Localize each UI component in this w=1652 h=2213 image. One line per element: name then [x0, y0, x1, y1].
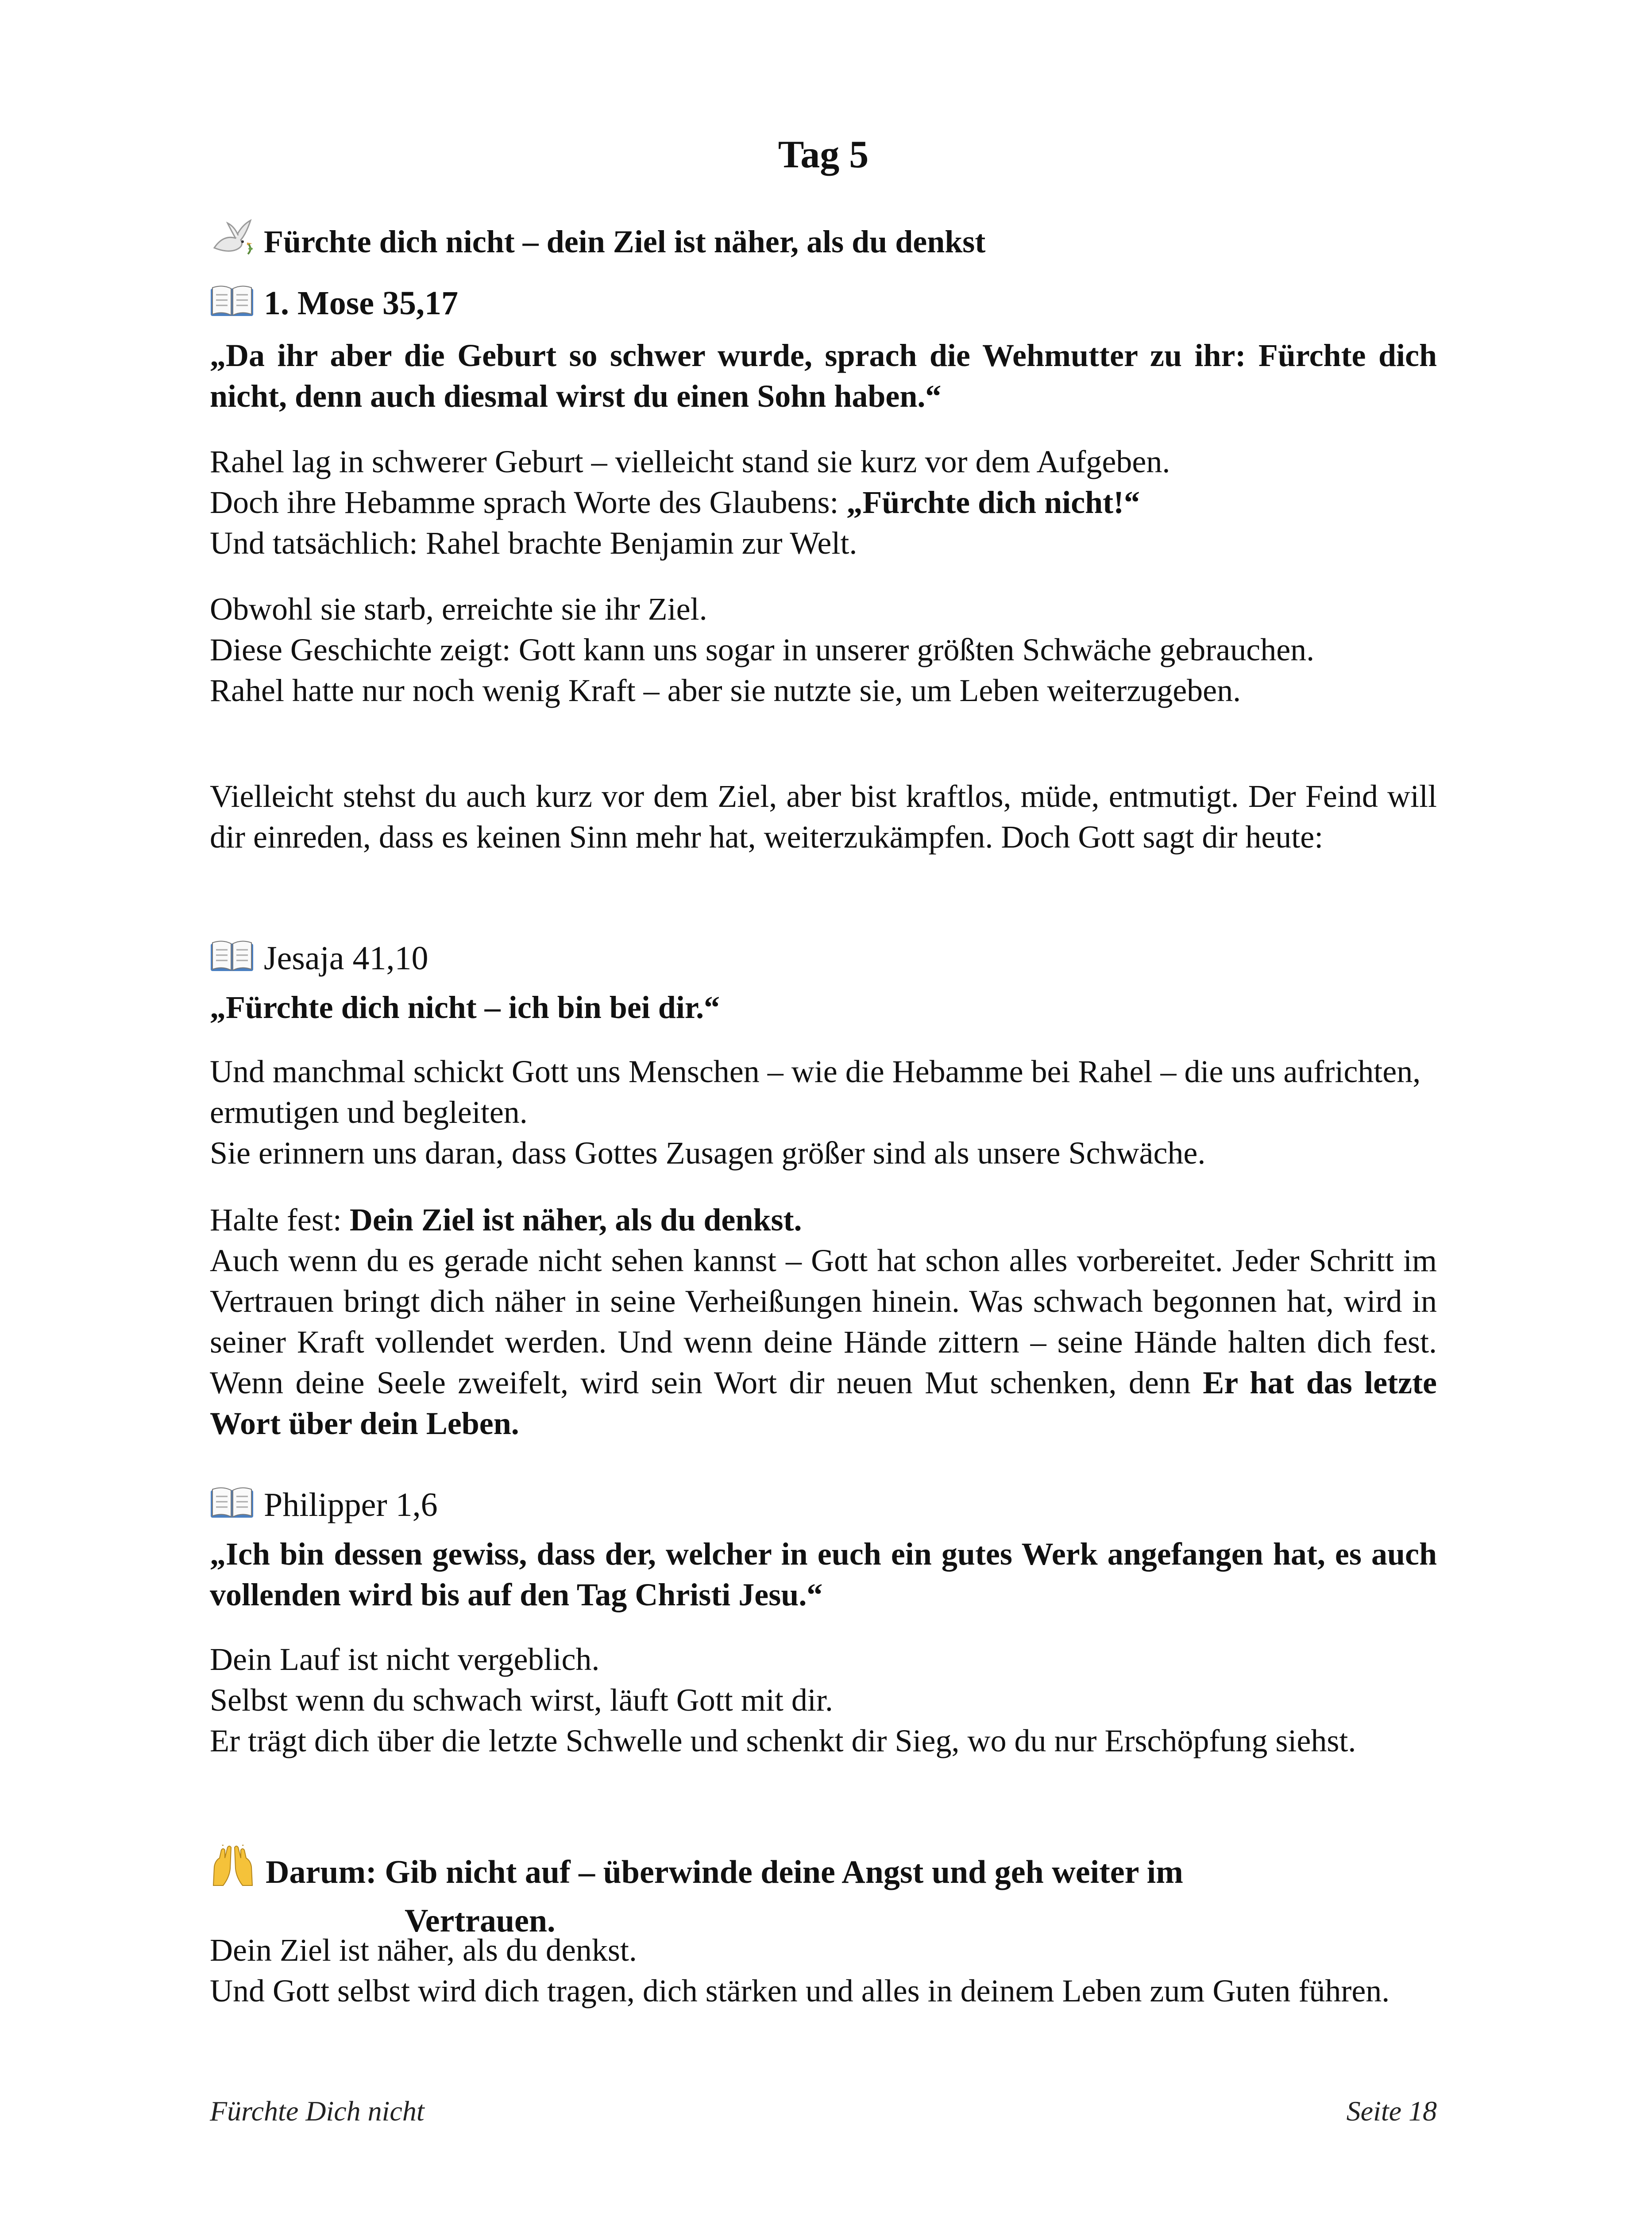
text-segment: Auch wenn du es gerade nicht sehen kannst – Gott hat schon alles vorbereitet. Jeder Schritt im Vertrauen bringt dich näher in seine Verheißungen hinein. Was schwach begonnen hat, wird in seiner Kraft vollendet werden. Und wenn deine Hände zittern – seine Hände halten dich fest. Wenn deine Seele zweifelt, wird sein Wort dir neuen Mut schenken, denn	[210, 1243, 1437, 1400]
closing-heading-text: Darum: Gib nicht auf – überwinde deine Angst und geh weiter im	[266, 1854, 1183, 1890]
emphasis-text: Er hat das letzte Wort über dein Leben.	[210, 1365, 1437, 1441]
paragraph-body	[210, 1240, 1437, 1444]
paragraph-line: Dein Ziel ist näher, als du denkst.	[210, 1932, 637, 1968]
paragraph-line: Und tatsächlich: Rahel brachte Benjamin zur Welt.	[210, 525, 857, 561]
paragraph-line: Obwohl sie starb, erreichte sie ihr Ziel.	[210, 591, 707, 627]
footer-title: Fürchte Dich nicht	[210, 2095, 425, 2127]
open-book-icon	[210, 284, 254, 328]
section-heading-text: Fürchte dich nicht – dein Ziel ist näher, als du denkst	[264, 224, 986, 259]
paragraph-line: Diese Geschichte zeigt: Gott kann uns sogar in unserer größten Schwäche gebrauchen.	[210, 632, 1315, 667]
closing-heading-line	[210, 1845, 1183, 1899]
paragraph-line	[210, 482, 1437, 523]
closing-heading-line: Vertrauen.	[405, 1903, 556, 1939]
bible-reference-text: 1. Mose 35,17	[264, 285, 459, 322]
text-segment: Halte fest:	[210, 1202, 350, 1238]
closing-heading	[210, 1845, 1183, 1943]
bible-quote: „Ich bin dessen gewiss, dass der, welcher in euch ein gutes Werk angefangen hat, es auch vollenden wird bis auf den Tag Christi Jesu.“	[210, 1536, 1437, 1612]
paragraph-line: Rahel lag in schwerer Geburt – vielleicht stand sie kurz vor dem Aufgeben.	[210, 444, 1170, 479]
dove-icon	[210, 217, 254, 266]
text-segment: Doch ihre Hebamme sprach Worte des Glaubens:	[210, 485, 847, 520]
bible-reference	[210, 283, 458, 328]
bible-quote: „Da ihr aber die Geburt so schwer wurde, sprach die Wehmutter zu ihr: Fürchte dich nicht, denn auch diesmal wirst du einen Sohn haben.“	[210, 338, 1437, 414]
paragraph-line: Rahel hatte nur noch wenig Kraft – aber sie nutzte sie, um Leben weiterzugeben.	[210, 673, 1241, 708]
paragraph	[210, 441, 1437, 563]
paragraph	[210, 1639, 1437, 1761]
paragraph	[210, 1051, 1437, 1173]
bible-reference	[210, 1485, 438, 1529]
paragraph	[210, 1199, 1437, 1444]
bible-quote: „Fürchte dich nicht – ich bin bei dir.“	[210, 990, 720, 1025]
raised-hands-icon	[210, 1845, 256, 1899]
bible-reference-text: Philipper 1,6	[264, 1486, 438, 1523]
paragraph-line: Selbst wenn du schwach wirst, läuft Gott mit dir.	[210, 1682, 833, 1718]
paragraph-line	[210, 1199, 1437, 1240]
open-book-icon	[210, 939, 254, 983]
emphasis-text: „Fürchte dich nicht!“	[846, 485, 1140, 520]
paragraph-line: Und Gott selbst wird dich tragen, dich stärken und alles in deinem Leben zum Guten führen.	[210, 1973, 1390, 2009]
paragraph-line: Dein Lauf ist nicht vergeblich.	[210, 1642, 600, 1677]
bible-reference	[210, 938, 428, 983]
paragraph: Vielleicht stehst du auch kurz vor dem Ziel, aber bist kraftlos, müde, entmutigt. Der Feind will dir einreden, dass es keinen Sinn mehr hat, weiterzukämpfen. Doch Gott sagt dir heute:	[210, 779, 1437, 855]
paragraph-line: Und manchmal schickt Gott uns Menschen – wie die Hebamme bei Rahel – die uns aufrichten, ermutigen und begleiten.	[210, 1054, 1421, 1130]
bible-reference-text: Jesaja 41,10	[264, 940, 428, 977]
section-heading	[210, 217, 985, 266]
page-number: Seite 18	[1346, 2095, 1437, 2127]
emphasis-text: Dein Ziel ist näher, als du denkst.	[349, 1202, 802, 1238]
paragraph	[210, 589, 1437, 711]
page-title: Tag 5	[778, 133, 869, 176]
paragraph	[210, 1930, 1437, 2011]
paragraph-line: Er trägt dich über die letzte Schwelle und schenkt dir Sieg, wo du nur Erschöpfung siehst.	[210, 1723, 1356, 1758]
paragraph-line: Sie erinnern uns daran, dass Gottes Zusagen größer sind als unsere Schwäche.	[210, 1135, 1206, 1171]
open-book-icon	[210, 1486, 254, 1529]
